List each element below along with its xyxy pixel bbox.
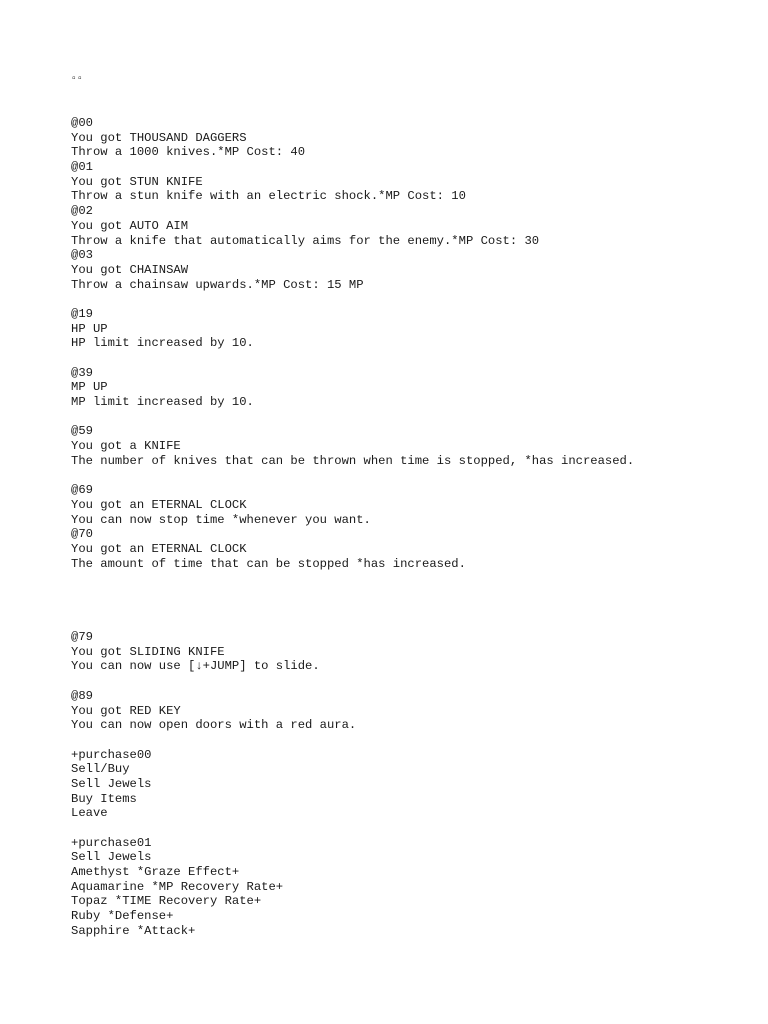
- text-line: @39: [71, 365, 93, 380]
- text-line: You got THOUSAND DAGGERS: [71, 130, 247, 145]
- text-line: HP limit increased by 10.: [71, 336, 254, 351]
- blank-line: [71, 821, 634, 836]
- text-line: @70: [71, 527, 93, 542]
- header-glyphs: ▫▫: [71, 74, 84, 85]
- text-line: HP UP: [71, 321, 108, 336]
- text-line: @59: [71, 424, 93, 439]
- blank-line: [71, 733, 634, 748]
- text-lines: [71, 116, 634, 939]
- text-line: Aquamarine *MP Recovery Rate+: [71, 879, 284, 894]
- text-line: Ruby *Defense+: [71, 909, 174, 924]
- text-line: @02: [71, 204, 93, 219]
- blank-line: [71, 410, 634, 425]
- blank-line: [71, 351, 634, 366]
- blank-line: [71, 571, 634, 586]
- blank-line: [71, 292, 634, 307]
- blank-line: [71, 674, 634, 689]
- text-line: Sell/Buy: [71, 762, 130, 777]
- text-line: Throw a knife that automatically aims for the enemy.*MP Cost: 30: [71, 233, 540, 248]
- text-line: +purchase00: [71, 747, 152, 762]
- text-line: You got STUN KNIFE: [71, 174, 203, 189]
- text-line: @79: [71, 630, 93, 645]
- text-line: @19: [71, 306, 93, 321]
- text-line: @69: [71, 483, 93, 498]
- text-line: You got RED KEY: [71, 703, 181, 718]
- text-line: You can now open doors with a red aura.: [71, 718, 357, 733]
- text-line: Throw a 1000 knives.*MP Cost: 40: [71, 145, 306, 160]
- text-line: Throw a chainsaw upwards.*MP Cost: 15 MP: [71, 277, 364, 292]
- text-line: Sapphire *Attack+: [71, 923, 196, 938]
- text-line: The amount of time that can be stopped *has increased.: [71, 556, 466, 571]
- blank-line: [71, 469, 634, 484]
- text-line: MP limit increased by 10.: [71, 395, 254, 410]
- text-line: Topaz *TIME Recovery Rate+: [71, 894, 262, 909]
- text-line: You got an ETERNAL CLOCK: [71, 497, 247, 512]
- text-line: Buy Items: [71, 791, 137, 806]
- text-line: Sell Jewels: [71, 776, 152, 791]
- text-line: You got AUTO AIM: [71, 218, 189, 233]
- text-line: You got CHAINSAW: [71, 262, 189, 277]
- text-line: Sell Jewels: [71, 850, 152, 865]
- document-page: [71, 0, 761, 938]
- text-line: Leave: [71, 806, 108, 821]
- text-line: @03: [71, 248, 93, 263]
- text-line: You can now stop time *whenever you want.: [71, 512, 371, 527]
- blank-line: [71, 615, 634, 630]
- blank-line: [71, 586, 634, 601]
- text-line: You got an ETERNAL CLOCK: [71, 541, 247, 556]
- text-line: You got SLIDING KNIFE: [71, 644, 225, 659]
- text-line: MP UP: [71, 380, 108, 395]
- text-line: @00: [71, 116, 93, 130]
- text-line: +purchase01: [71, 835, 152, 850]
- text-line: @01: [71, 160, 93, 175]
- text-line: @89: [71, 688, 93, 703]
- text-line: The number of knives that can be thrown when time is stopped, *has increased.: [71, 453, 635, 468]
- text-line: You can now use [↓+JUMP] to slide.: [71, 659, 320, 674]
- text-line: Throw a stun knife with an electric shock.*MP Cost: 10: [71, 189, 466, 204]
- text-line: Amethyst *Graze Effect+: [71, 865, 240, 880]
- blank-line: [71, 601, 634, 616]
- text-line: You got a KNIFE: [71, 439, 181, 454]
